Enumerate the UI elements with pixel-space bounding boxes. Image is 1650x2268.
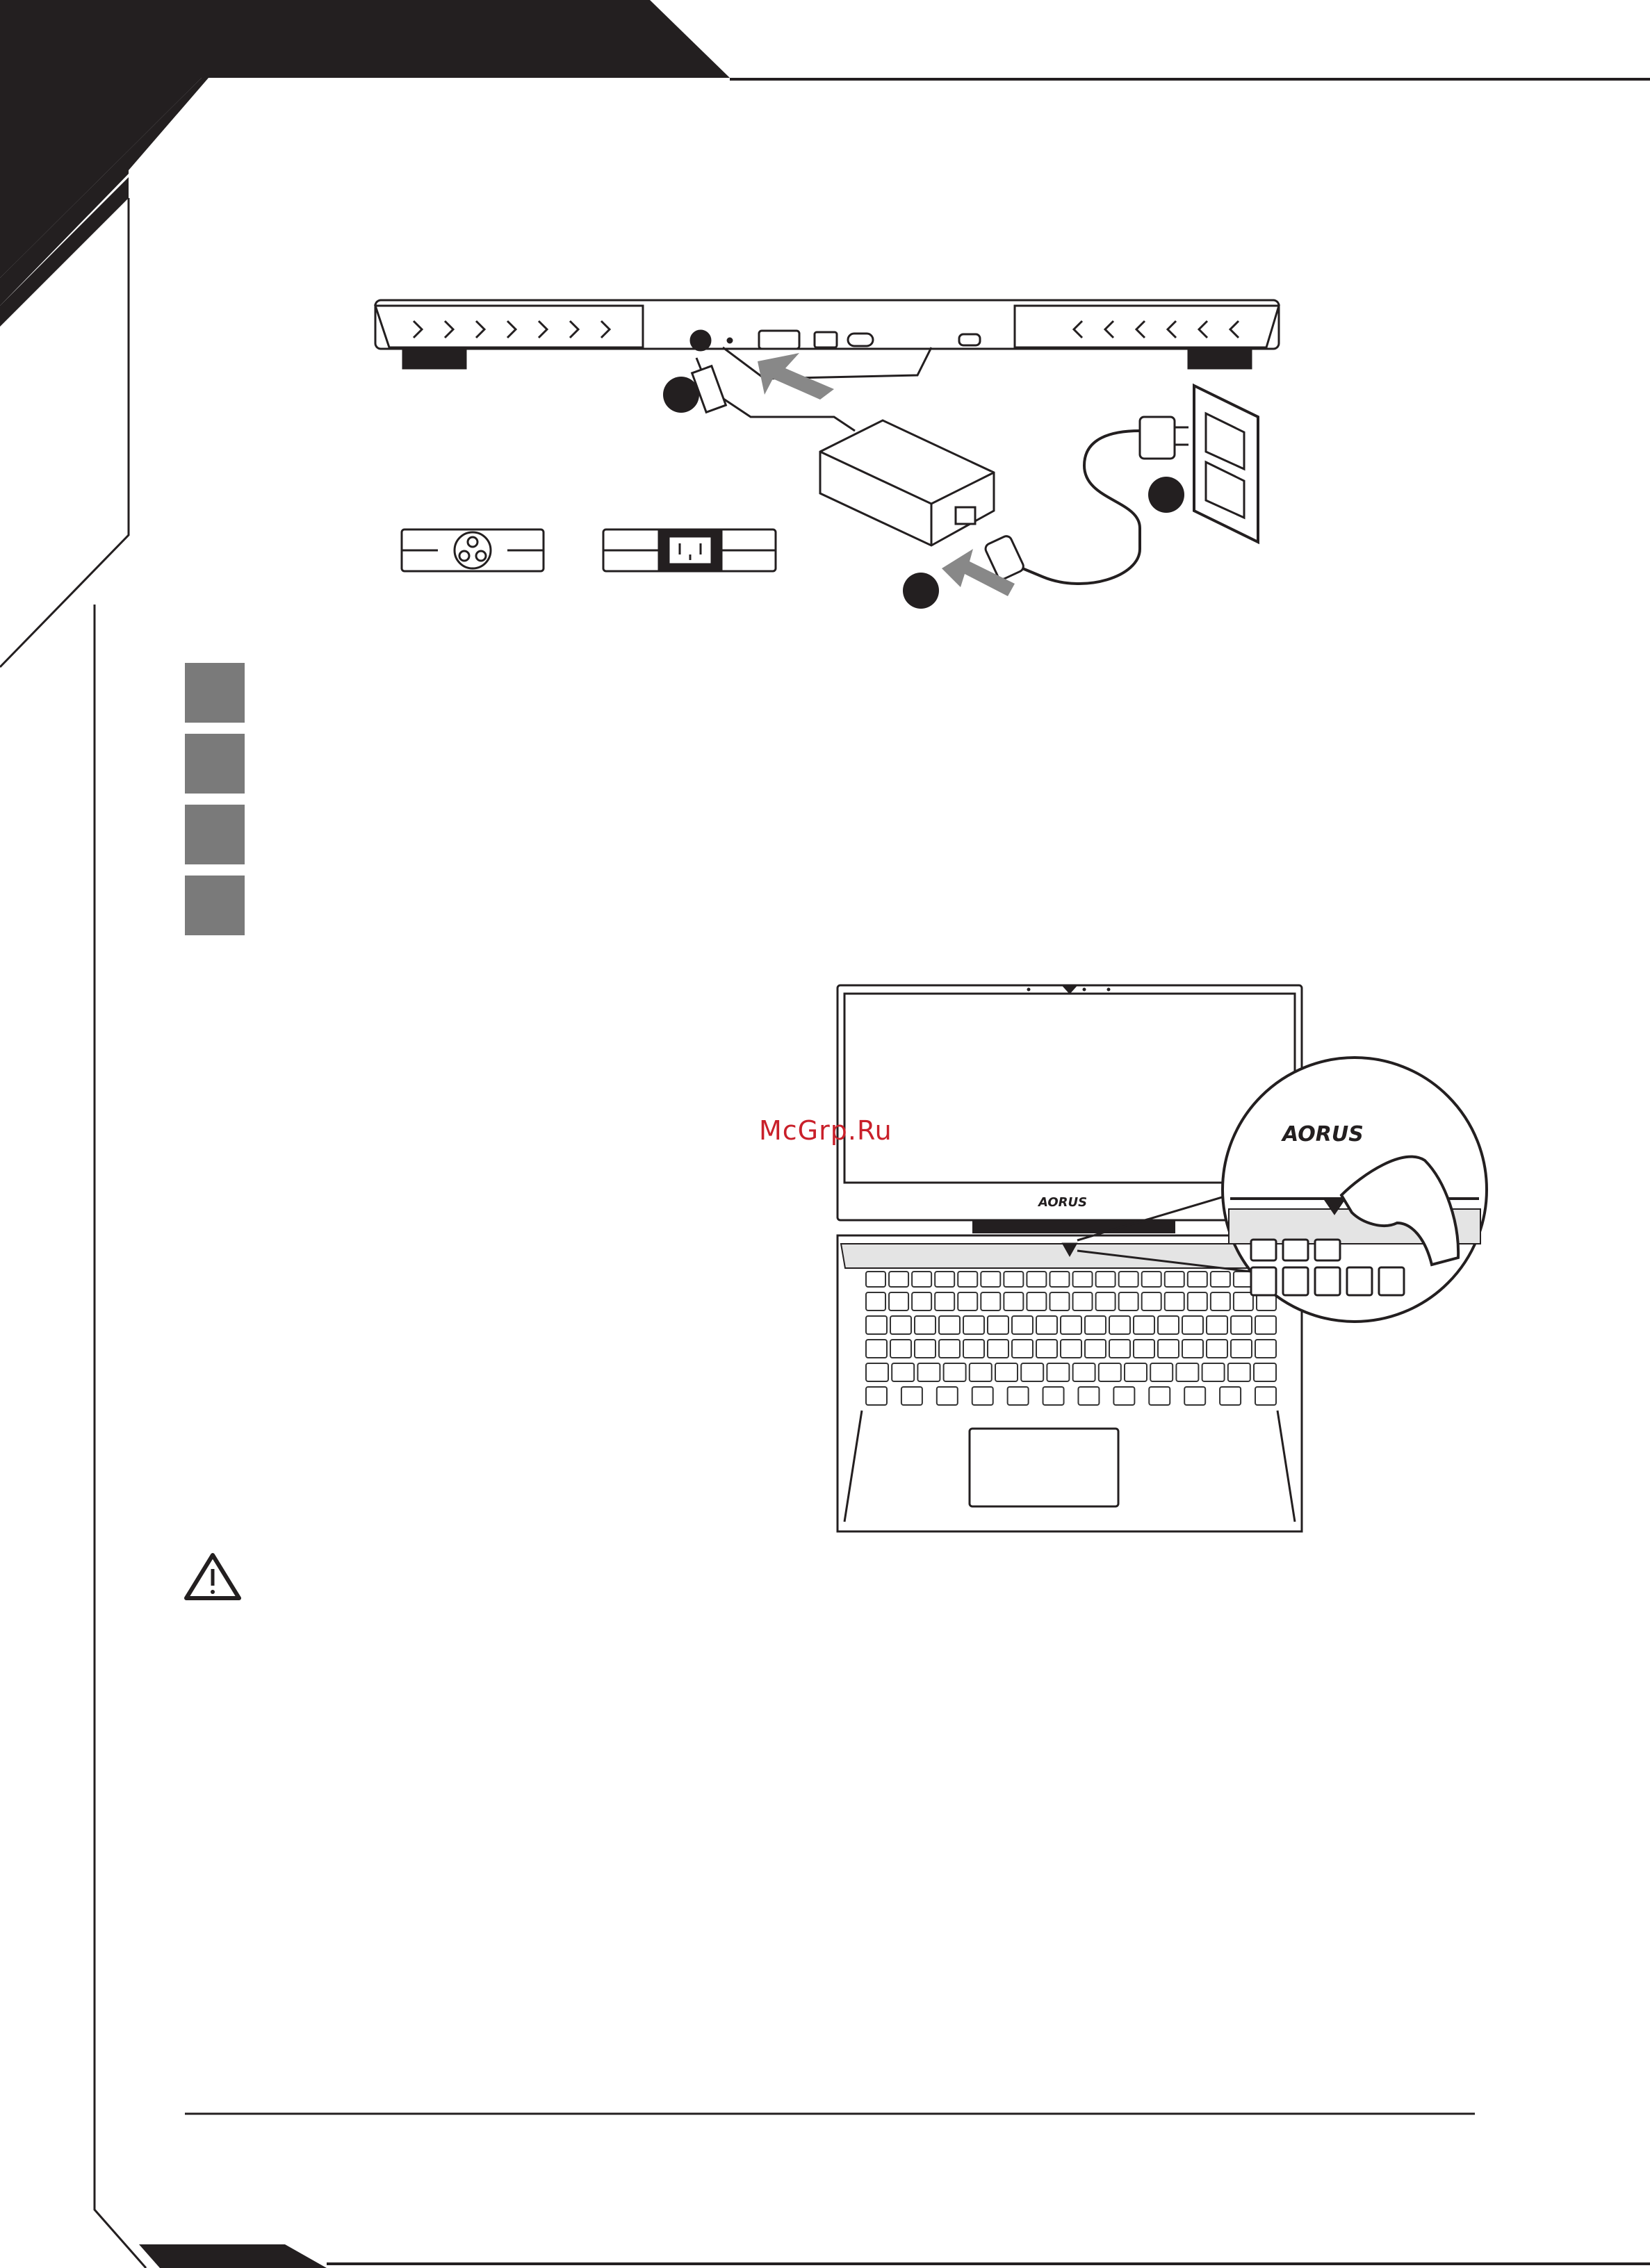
laptop-logo: AORUS bbox=[1038, 1195, 1088, 1210]
watermark: McGrp.Ru bbox=[759, 1115, 892, 1146]
zoom-logo: AORUS bbox=[1282, 1122, 1364, 1147]
